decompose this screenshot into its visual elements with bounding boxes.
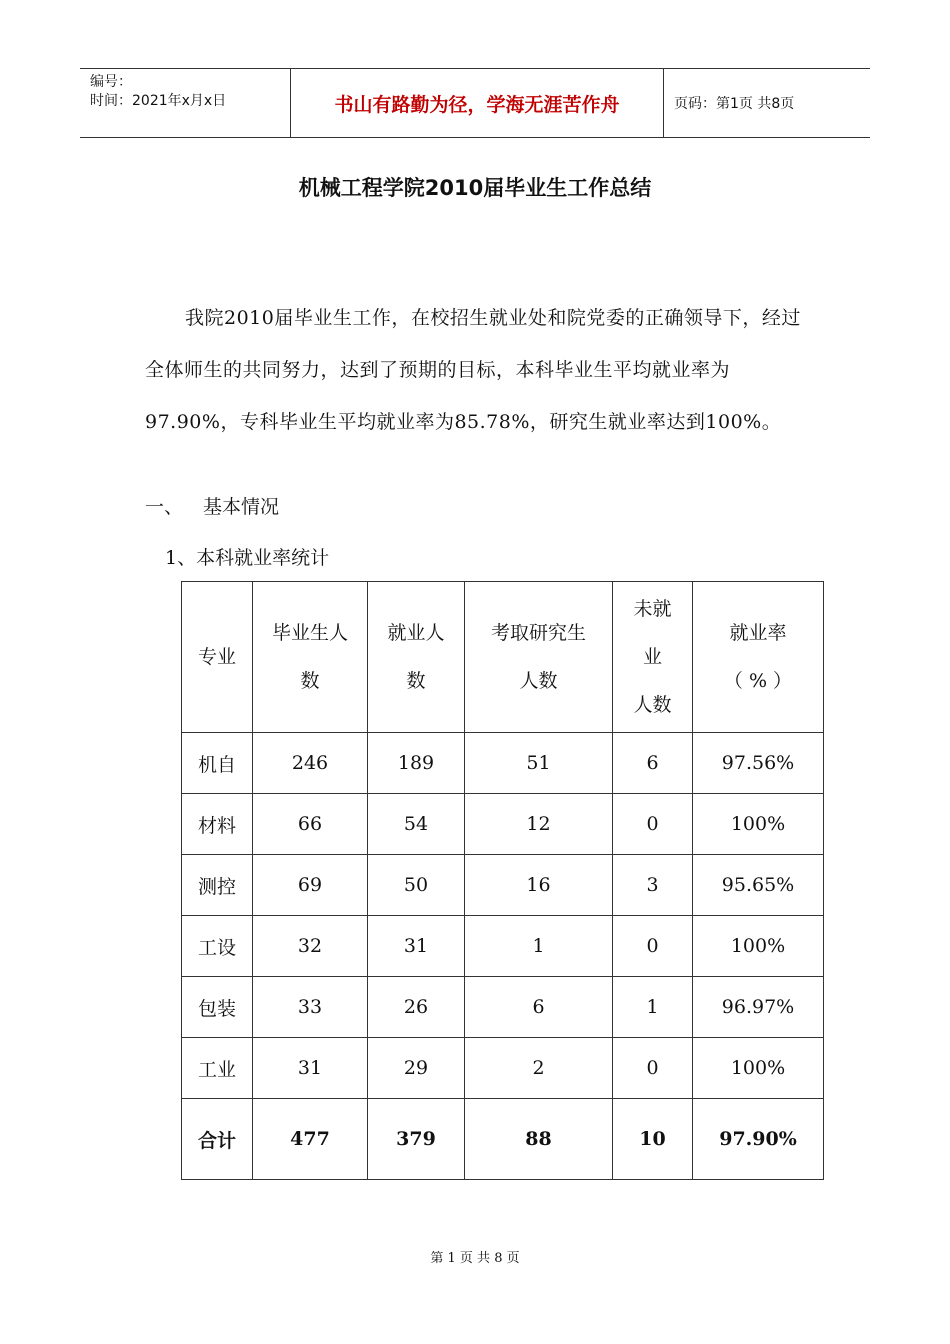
total-row: [182, 1099, 824, 1180]
section-number: 一、: [145, 496, 184, 518]
column-header-line: 毕业生人: [271, 622, 348, 644]
table-cell: 测控: [182, 855, 253, 916]
table-cell: 12: [465, 794, 613, 855]
table-cell: 26: [368, 977, 465, 1038]
page-footer: 第 1 页 共 8 页: [430, 1251, 520, 1266]
table-row: [182, 855, 824, 916]
table-cell: 材料: [182, 794, 253, 855]
table-row: [182, 1038, 824, 1099]
table-cell: 54: [368, 794, 465, 855]
total-cell: 合计: [182, 1099, 253, 1180]
header-page-info: 页码：第1页 共8页: [674, 96, 795, 112]
column-header-line: 就业率: [729, 622, 787, 644]
table-cell: 50: [368, 855, 465, 916]
table-cell: 29: [368, 1038, 465, 1099]
table-cell: 工设: [182, 916, 253, 977]
column-header: [182, 582, 253, 733]
table-row: [182, 916, 824, 977]
table-row: [182, 794, 824, 855]
table-cell: 246: [253, 733, 368, 794]
column-header-line: 业: [642, 646, 662, 668]
table-row: [182, 733, 824, 794]
number-label: 编号：: [90, 74, 132, 90]
table-cell: 189: [368, 733, 465, 794]
time-label: 时间：2021年x月x日: [90, 93, 227, 109]
column-header: [253, 582, 368, 733]
table-cell: 69: [253, 855, 368, 916]
column-header-line: 数: [300, 670, 320, 692]
section-heading: [145, 492, 279, 519]
intro-paragraph: 我院2010届毕业生工作，在校招生就业处和院党委的正确领导下，经过全体师生的共同努力，达到了预期的目标，本科毕业生平均就业率为97.90%，专科毕业生平均就业率为85.78%，研究生就业率达到100%。: [145, 307, 801, 433]
total-cell: 88: [465, 1099, 613, 1180]
table-cell: 0: [613, 1038, 693, 1099]
table-cell: 包装: [182, 977, 253, 1038]
table-cell: 100%: [693, 916, 824, 977]
column-header-line: 人数: [519, 670, 558, 692]
table-cell: 2: [465, 1038, 613, 1099]
column-header: [465, 582, 613, 733]
section-title: 基本情况: [203, 496, 280, 518]
total-cell: 97.90%: [693, 1099, 824, 1180]
table-cell: 1: [465, 916, 613, 977]
total-cell: 379: [368, 1099, 465, 1180]
table-cell: 3: [613, 855, 693, 916]
document-title: 机械工程学院2010届毕业生工作总结: [298, 176, 652, 200]
column-header: [693, 582, 824, 733]
column-header-line: 考取研究生: [490, 622, 586, 644]
column-header: [613, 582, 693, 733]
table-cell: 32: [253, 916, 368, 977]
column-header-line: 就业人: [387, 622, 445, 644]
employment-rate-table: [181, 581, 824, 1180]
table-cell: 0: [613, 916, 693, 977]
table-cell: 工业: [182, 1038, 253, 1099]
table-header-row: [182, 582, 824, 733]
header-motto: 书山有路勤为径，学海无涯苦作舟: [290, 69, 664, 137]
table-row: [182, 977, 824, 1038]
table-cell: 33: [253, 977, 368, 1038]
table-cell: 1: [613, 977, 693, 1038]
document-header: [80, 68, 870, 138]
column-header-line: （ % ）: [723, 670, 793, 692]
table-cell: 51: [465, 733, 613, 794]
subsection-heading: 1、本科就业率统计: [165, 547, 330, 569]
table-cell: 6: [465, 977, 613, 1038]
table-cell: 97.56%: [693, 733, 824, 794]
table-cell: 100%: [693, 794, 824, 855]
table-cell: 机自: [182, 733, 253, 794]
table-cell: 31: [368, 916, 465, 977]
column-header: [368, 582, 465, 733]
column-header-line: 专业: [197, 646, 236, 668]
table-cell: 96.97%: [693, 977, 824, 1038]
column-header-line: 未就: [633, 598, 672, 620]
column-header-line: 人数: [633, 694, 672, 716]
total-cell: 477: [253, 1099, 368, 1180]
table-cell: 66: [253, 794, 368, 855]
table-cell: 95.65%: [693, 855, 824, 916]
table-cell: 0: [613, 794, 693, 855]
table-cell: 6: [613, 733, 693, 794]
table-cell: 31: [253, 1038, 368, 1099]
header-meta: [80, 69, 290, 137]
total-cell: 10: [613, 1099, 693, 1180]
column-header-line: 数: [406, 670, 426, 692]
table-cell: 16: [465, 855, 613, 916]
table-cell: 100%: [693, 1038, 824, 1099]
